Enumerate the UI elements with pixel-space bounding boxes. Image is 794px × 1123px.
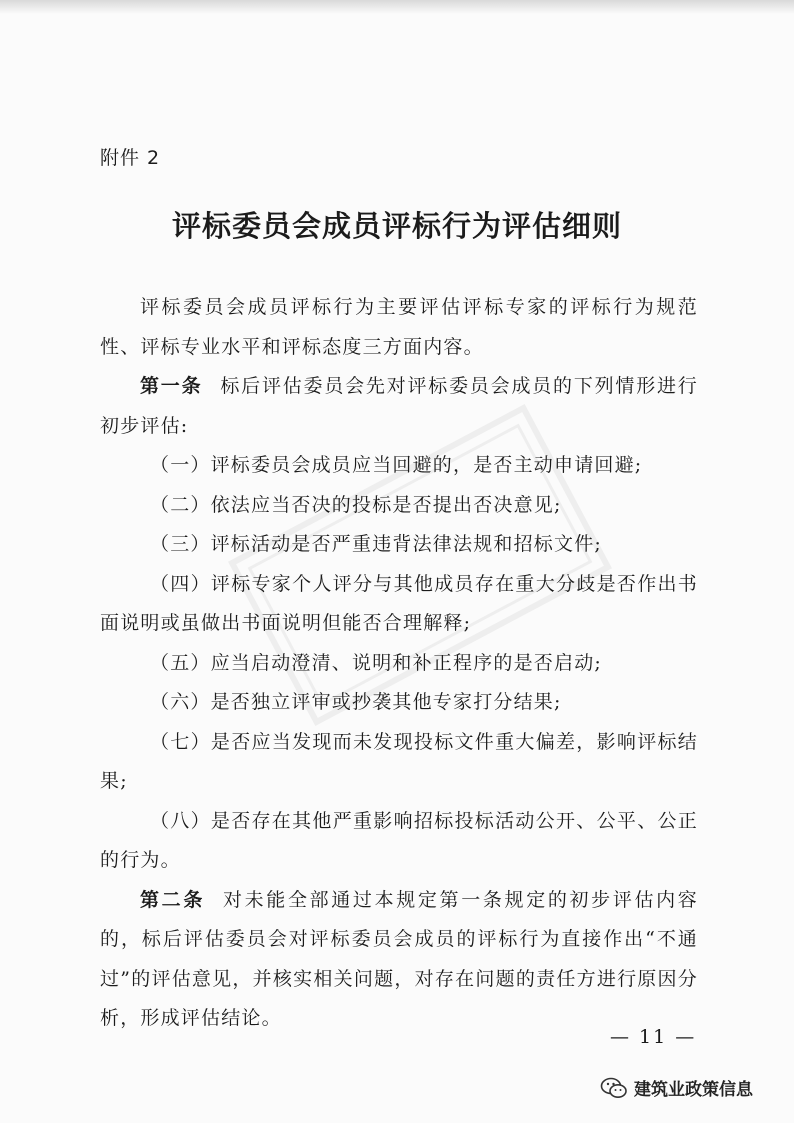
article-1-text: 标后评估委员会先对评标委员会成员的下列情形进行初步评估: bbox=[100, 375, 698, 437]
watermark-text: 建筑业政策信息 bbox=[634, 1080, 753, 1100]
article-2-paragraph bbox=[100, 881, 698, 1039]
document-body bbox=[100, 288, 698, 1039]
scan-edge-shadow bbox=[0, 0, 794, 14]
article-1-item: （一）评标委员会成员应当回避的，是否主动申请回避; bbox=[150, 454, 643, 476]
wechat-icon bbox=[600, 1077, 628, 1099]
page-number: — 11 — bbox=[610, 1026, 697, 1048]
document-title: 评标委员会成员评标行为评估细则 bbox=[171, 209, 622, 243]
article-1-item: （七）是否应当发现而未发现投标文件重大偏差，影响评标结果; bbox=[100, 730, 698, 792]
source-watermark bbox=[600, 1075, 753, 1100]
article-1-item: （二）依法应当否决的投标是否提出否决意见; bbox=[150, 493, 562, 516]
attachment-label: 附件 2 bbox=[100, 147, 161, 169]
article-1-item: （三）评标活动是否严重违背法律法规和招标文件; bbox=[150, 533, 603, 555]
article-1-item: （八）是否存在其他严重影响招标投标活动公开、公平、公正的行为。 bbox=[100, 809, 698, 871]
article-2-text: 对未能全部通过本规定第一条规定的初步评估内容的，标后评估委员会对评标委员会成员的评标行为直接作出“不通过”的评估意见，并核实相关问题，对存在问题的责任方进行原因分析，形成评估结论。 bbox=[100, 888, 698, 1029]
article-1-item: （四）评标专家个人评分与其他成员存在重大分歧是否作出书面说明或虽做出书面说明但能否合理解释; bbox=[100, 572, 698, 634]
article-1-item: （五）应当启动澄清、说明和补正程序的是否启动; bbox=[150, 651, 603, 674]
article-1-paragraph bbox=[100, 367, 698, 446]
article-1-heading: 第一条 bbox=[140, 375, 203, 397]
intro-paragraph: 评标委员会成员评标行为主要评估评标专家的评标行为规范性、评标专业水平和评标态度三方面内容。 bbox=[100, 296, 698, 358]
article-2-heading: 第二条 bbox=[140, 888, 205, 911]
article-1-item: （六）是否独立评审或抄袭其他专家打分结果; bbox=[150, 691, 562, 713]
